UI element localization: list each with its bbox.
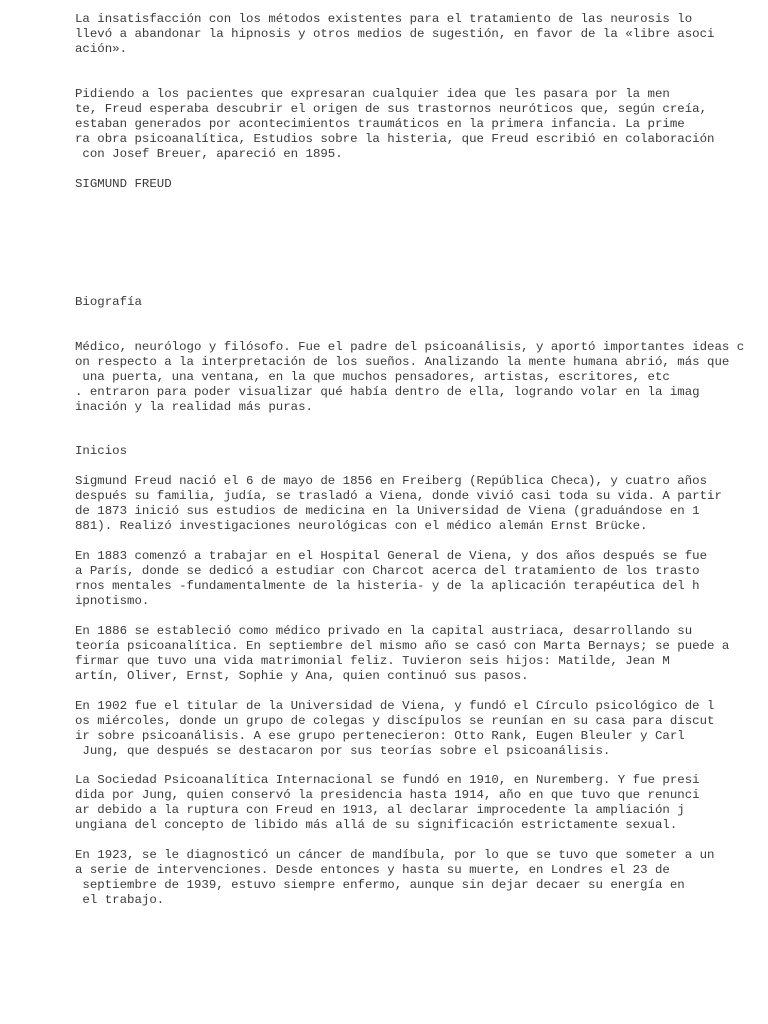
- heading-biografia: Biografía: [75, 295, 142, 309]
- paragraph-nacimiento: Sigmund Freud nació el 6 de mayo de 1856 en Freiberg (República Checa), y cuatro años después su familia, judía, se trasladó a Viena, donde vivió casi toda su vida. A partir de 1873 inició sus estudios de medicina en la Universidad de Viena (graduándose en 1 881). Realizó investigaciones neurológicas con el médico alemán Ernst Brücke.: [75, 474, 722, 533]
- heading-sigmund-freud: SIGMUND FREUD: [75, 177, 172, 191]
- paragraph-circulo-psicologico: En 1902 fue el titular de la Universidad de Viena, y fundó el Círculo psicológico de l os miércoles, donde un grupo de colegas y discípulos se reunían en su casa para discut ir sobre psicoanálisis. A ese grupo pertenecieron: Otto Rank, Eugen Bleuler y Carl Jung, que después se destacaron por sus teorías sobre el psicoanálisis.: [75, 699, 715, 758]
- paragraph-hospital-viena: En 1883 comenzó a trabajar en el Hospital General de Viena, y dos años después se fue a París, donde se dedicó a estudiar con Charcot acerca del tratamiento de los trasto rnos mentales -fundamentalmente de la histeria- y de la aplicación terapéutica del h ipnotismo.: [75, 549, 708, 608]
- paragraph-libre-asociacion: La insatisfacción con los métodos existentes para el tratamiento de las neurosis lo llevó a abandonar la hipnosis y otros medios de sugestión, en favor de la «libre asoci ación».: [75, 12, 715, 56]
- paragraph-medico-privado: En 1886 se estableció como médico privado en la capital austriaca, desarrollando su teoría psicoanalítica. En septiembre del mismo año se casó con Marta Bernays; se puede a firmar que tuvo una vida matrimonial feliz. Tuvieron seis hijos: Matilde, Jean M artín, Oliver, Ernst, Sophie y Ana, quien continuó sus pasos.: [75, 624, 730, 683]
- paragraph-enfermedad: En 1923, se le diagnosticó un cáncer de mandíbula, por lo que se tuvo que someter a un a serie de intervenciones. Desde entonces y hasta su muerte, en Londres el 23 de septiembre de 1939, estuvo siempre enfermo, aunque sin dejar decaer su energía en el trabajo.: [75, 848, 715, 907]
- heading-inicios: Inicios: [75, 444, 128, 458]
- paragraph-sociedad-psicoanalitica: La Sociedad Psicoanalítica Internacional se fundó en 1910, en Nuremberg. Y fue presi dida por Jung, quien conservó la presidencia hasta 1914, año en que tuvo que renunci ar debido a la ruptura con Freud en 1913, al declarar improcedente la ampliación j ungiana del concepto de libido más allá de su significación estrictamente sexual.: [75, 773, 700, 832]
- paragraph-biografia: Médico, neurólogo y filósofo. Fue el padre del psicoanálisis, y aportó importantes ideas c on respecto a la interpretación de los sueños. Analizando la mente humana abrió, más que una puerta, una ventana, en la que muchos pensadores, artistas, escritores, etc . entraron para poder visualizar qué había dentro de ella, logrando volar en la imag inación y la realidad más puras.: [75, 340, 745, 414]
- paragraph-origen-trastornos: Pidiendo a los pacientes que expresaran cualquier idea que les pasara por la men te, Freud esperaba descubrir el origen de sus trastornos neuróticos que, según creía, estaban generados por acontecimientos traumáticos en la primera infancia. La prime ra obra psicoanalítica, Estudios sobre la histeria, que Freud escribió en colaboración con Josef Breuer, apareció en 1895.: [75, 87, 715, 161]
